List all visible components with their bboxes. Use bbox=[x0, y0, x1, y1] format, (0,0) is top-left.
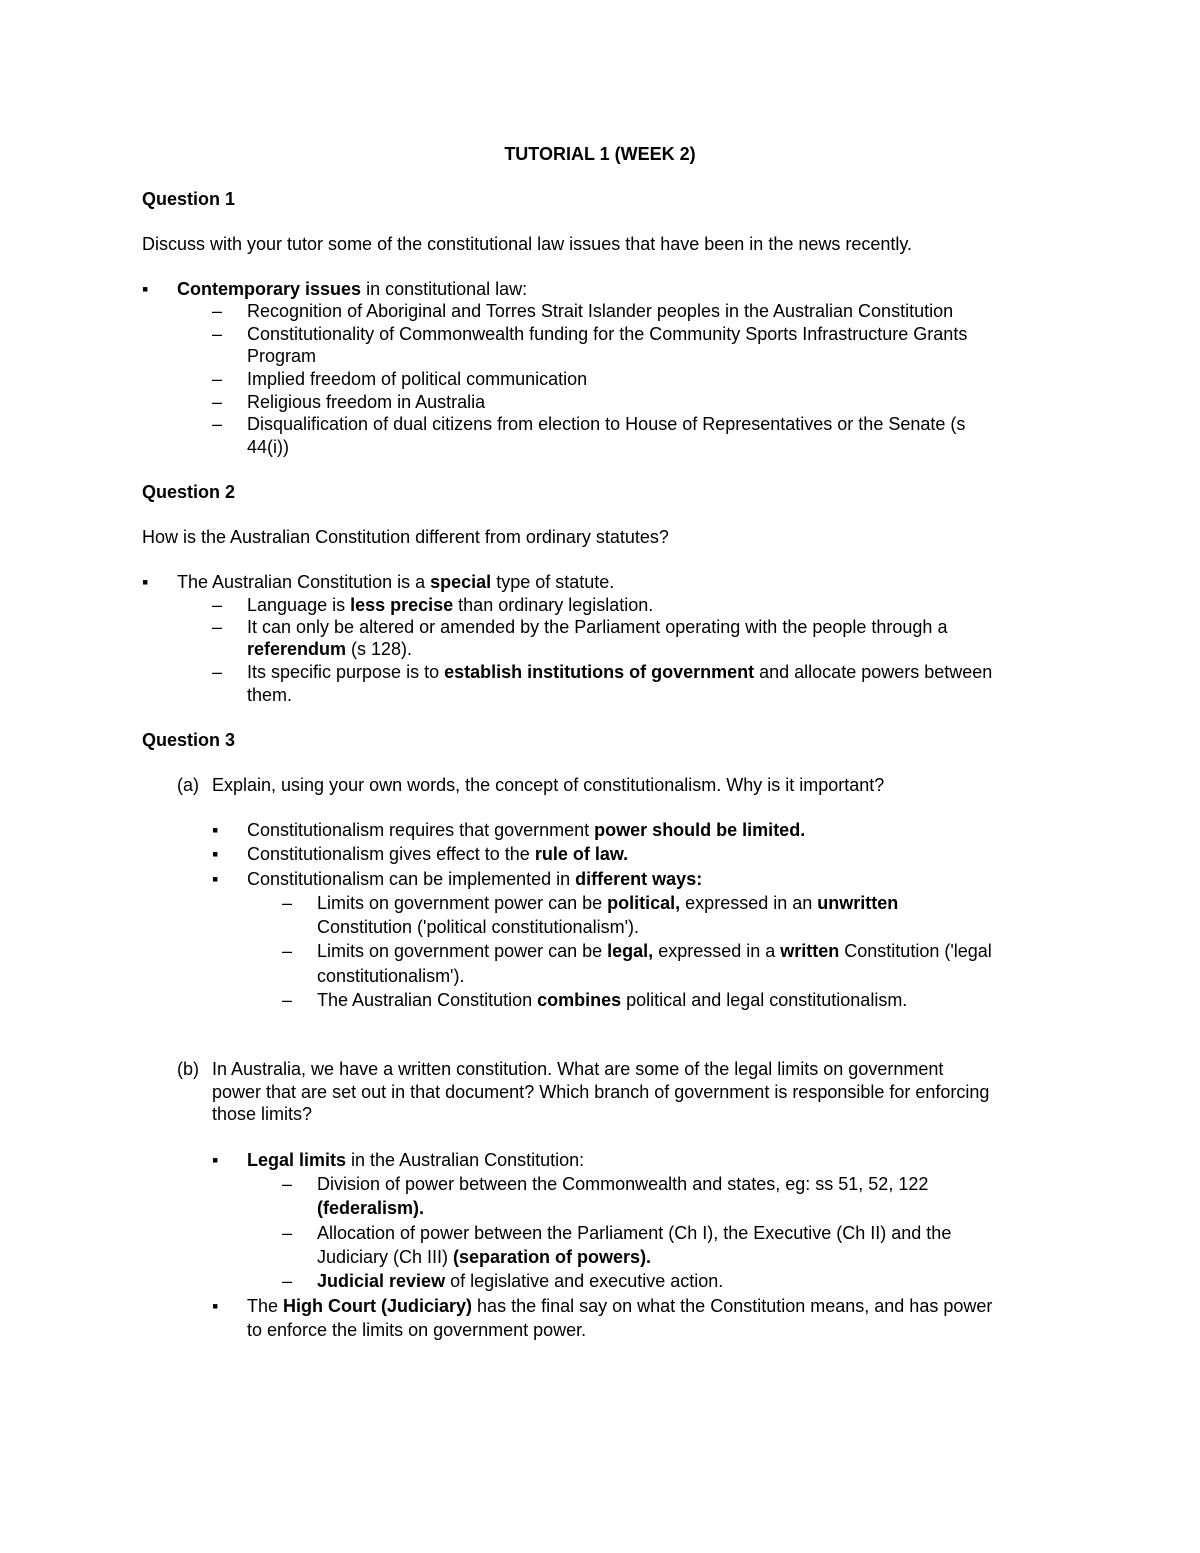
text: type of statute. bbox=[491, 572, 615, 592]
text: The Australian Constitution bbox=[317, 990, 538, 1010]
q3b-sub-item-cont bbox=[317, 1246, 651, 1268]
dash-icon: – bbox=[282, 941, 293, 961]
text: Language is bbox=[247, 595, 351, 615]
q1-bullet-bold: Contemporary issues bbox=[177, 279, 362, 299]
q2-item bbox=[247, 594, 653, 616]
part-a-label: (a) bbox=[177, 775, 199, 795]
q3b-bullet-cont: to enforce the limits on government power. bbox=[247, 1320, 587, 1340]
q3b-sub-item bbox=[317, 1270, 723, 1292]
bold-text: Legal limits bbox=[247, 1150, 347, 1170]
q1-item-cont: Program bbox=[247, 346, 317, 366]
bold-text: power should be limited. bbox=[594, 820, 806, 840]
q3b-bullet bbox=[247, 1295, 992, 1317]
question-2-prompt: How is the Australian Constitution different from ordinary statutes? bbox=[142, 527, 669, 547]
dash-icon: – bbox=[282, 1174, 293, 1194]
q3a-sub-item bbox=[317, 892, 898, 914]
bullet-icon: ▪ bbox=[212, 869, 219, 889]
q3a-bullet bbox=[247, 819, 805, 841]
bold-text: unwritten bbox=[817, 893, 899, 913]
q2-item bbox=[247, 661, 992, 683]
bullet-icon: ▪ bbox=[212, 1296, 219, 1316]
q2-item-cont: them. bbox=[247, 685, 293, 705]
text: The bbox=[247, 1296, 284, 1316]
dash-icon: – bbox=[212, 617, 223, 637]
bullet-icon: ▪ bbox=[212, 820, 219, 840]
bold-text: High Court (Judiciary) bbox=[283, 1296, 473, 1316]
q3b-sub-item: Allocation of power between the Parliament (Ch I), the Executive (Ch II) and the bbox=[317, 1223, 952, 1243]
dash-icon: – bbox=[282, 1223, 293, 1243]
q3a-bullet bbox=[247, 868, 702, 890]
dash-icon: – bbox=[212, 392, 223, 412]
text: (s 128). bbox=[346, 639, 413, 659]
q3a-bullet bbox=[247, 843, 628, 865]
bold-text: (separation of powers). bbox=[453, 1247, 652, 1267]
text: political and legal constitutionalism. bbox=[621, 990, 908, 1010]
part-b-label: (b) bbox=[177, 1059, 199, 1079]
bold-text: combines bbox=[537, 990, 622, 1010]
dash-icon: – bbox=[212, 324, 223, 344]
text: The Australian Constitution is a bbox=[177, 572, 431, 592]
q1-item: Disqualification of dual citizens from election to House of Representatives or the Senate (s bbox=[247, 414, 966, 434]
dash-icon: – bbox=[212, 595, 223, 615]
q3b-bullet bbox=[247, 1149, 584, 1171]
dash-icon: – bbox=[282, 1271, 293, 1291]
bold-text: special bbox=[430, 572, 492, 592]
bullet-icon: ▪ bbox=[142, 279, 149, 299]
bold-text: rule of law. bbox=[534, 844, 629, 864]
q3a-sub-item-cont: Constitution ('political constitutionalism'). bbox=[317, 917, 640, 937]
part-a-text: Explain, using your own words, the concept of constitutionalism. Why is it important? bbox=[212, 775, 885, 795]
q2-item: It can only be altered or amended by the Parliament operating with the people through a bbox=[247, 617, 948, 637]
question-2-heading: Question 2 bbox=[142, 482, 236, 502]
bullet-icon: ▪ bbox=[212, 844, 219, 864]
text: of legislative and executive action. bbox=[445, 1271, 724, 1291]
bold-text: Judicial review bbox=[317, 1271, 446, 1291]
q3a-sub-item-cont: constitutionalism'). bbox=[317, 966, 465, 986]
dash-icon: – bbox=[282, 990, 293, 1010]
bullet-icon: ▪ bbox=[212, 1150, 219, 1170]
bold-text: political, bbox=[607, 893, 681, 913]
bold-text: less precise bbox=[350, 595, 454, 615]
dash-icon: – bbox=[212, 414, 223, 434]
bold-text: different ways: bbox=[575, 869, 703, 889]
text: and allocate powers between bbox=[754, 662, 993, 682]
dash-icon: – bbox=[212, 301, 223, 321]
text: Limits on government power can be bbox=[317, 893, 608, 913]
bullet-icon: ▪ bbox=[142, 572, 149, 592]
text: expressed in an bbox=[680, 893, 818, 913]
q1-item: Constitutionality of Commonwealth funding for the Community Sports Infrastructure Grants bbox=[247, 324, 968, 344]
q3a-sub-item bbox=[317, 940, 992, 962]
q2-item-cont bbox=[247, 638, 412, 660]
bold-text: establish institutions of government bbox=[444, 662, 755, 682]
bold-text: referendum bbox=[247, 639, 347, 659]
text: in the Australian Constitution: bbox=[346, 1150, 585, 1170]
part-b-text: In Australia, we have a written constitution. What are some of the legal limits on government bbox=[212, 1059, 944, 1079]
text: Its specific purpose is to bbox=[247, 662, 445, 682]
text: Constitutionalism can be implemented in bbox=[247, 869, 576, 889]
text: has the final say on what the Constitution means, and has power bbox=[472, 1296, 993, 1316]
q1-item-cont: 44(i)) bbox=[247, 437, 290, 457]
q2-bullet bbox=[177, 571, 614, 593]
part-b-text: power that are set out in that document? Which branch of government is responsible for enforcing bbox=[212, 1082, 990, 1102]
bold-text: written bbox=[780, 941, 840, 961]
q3b-sub-item-cont: (federalism). bbox=[317, 1198, 425, 1218]
text: Constitutionalism gives effect to the bbox=[247, 844, 535, 864]
dash-icon: – bbox=[212, 662, 223, 682]
text: than ordinary legislation. bbox=[453, 595, 654, 615]
bold-text: legal, bbox=[607, 941, 654, 961]
q1-bullet bbox=[177, 278, 527, 300]
question-3-heading: Question 3 bbox=[142, 730, 236, 750]
q1-item: Recognition of Aboriginal and Torres Strait Islander peoples in the Australian Constitution bbox=[247, 301, 954, 321]
text: Limits on government power can be bbox=[317, 941, 608, 961]
dash-icon: – bbox=[282, 893, 293, 913]
text: Judiciary (Ch III) bbox=[317, 1247, 454, 1267]
text: Constitutionalism requires that government bbox=[247, 820, 595, 840]
page-title: TUTORIAL 1 (WEEK 2) bbox=[504, 144, 696, 164]
q1-item: Religious freedom in Australia bbox=[247, 392, 486, 412]
q1-item: Implied freedom of political communication bbox=[247, 369, 588, 389]
q1-bullet-rest: in constitutional law: bbox=[361, 279, 528, 299]
text: Constitution ('legal bbox=[839, 941, 992, 961]
question-1-heading: Question 1 bbox=[142, 189, 236, 209]
part-b-text: those limits? bbox=[212, 1104, 313, 1124]
dash-icon: – bbox=[212, 369, 223, 389]
question-1-prompt: Discuss with your tutor some of the constitutional law issues that have been in the news recently. bbox=[142, 234, 913, 254]
text: expressed in a bbox=[653, 941, 781, 961]
q3b-sub-item: Division of power between the Commonwealth and states, eg: ss 51, 52, 122 bbox=[317, 1174, 929, 1194]
q3a-sub-item bbox=[317, 989, 907, 1011]
